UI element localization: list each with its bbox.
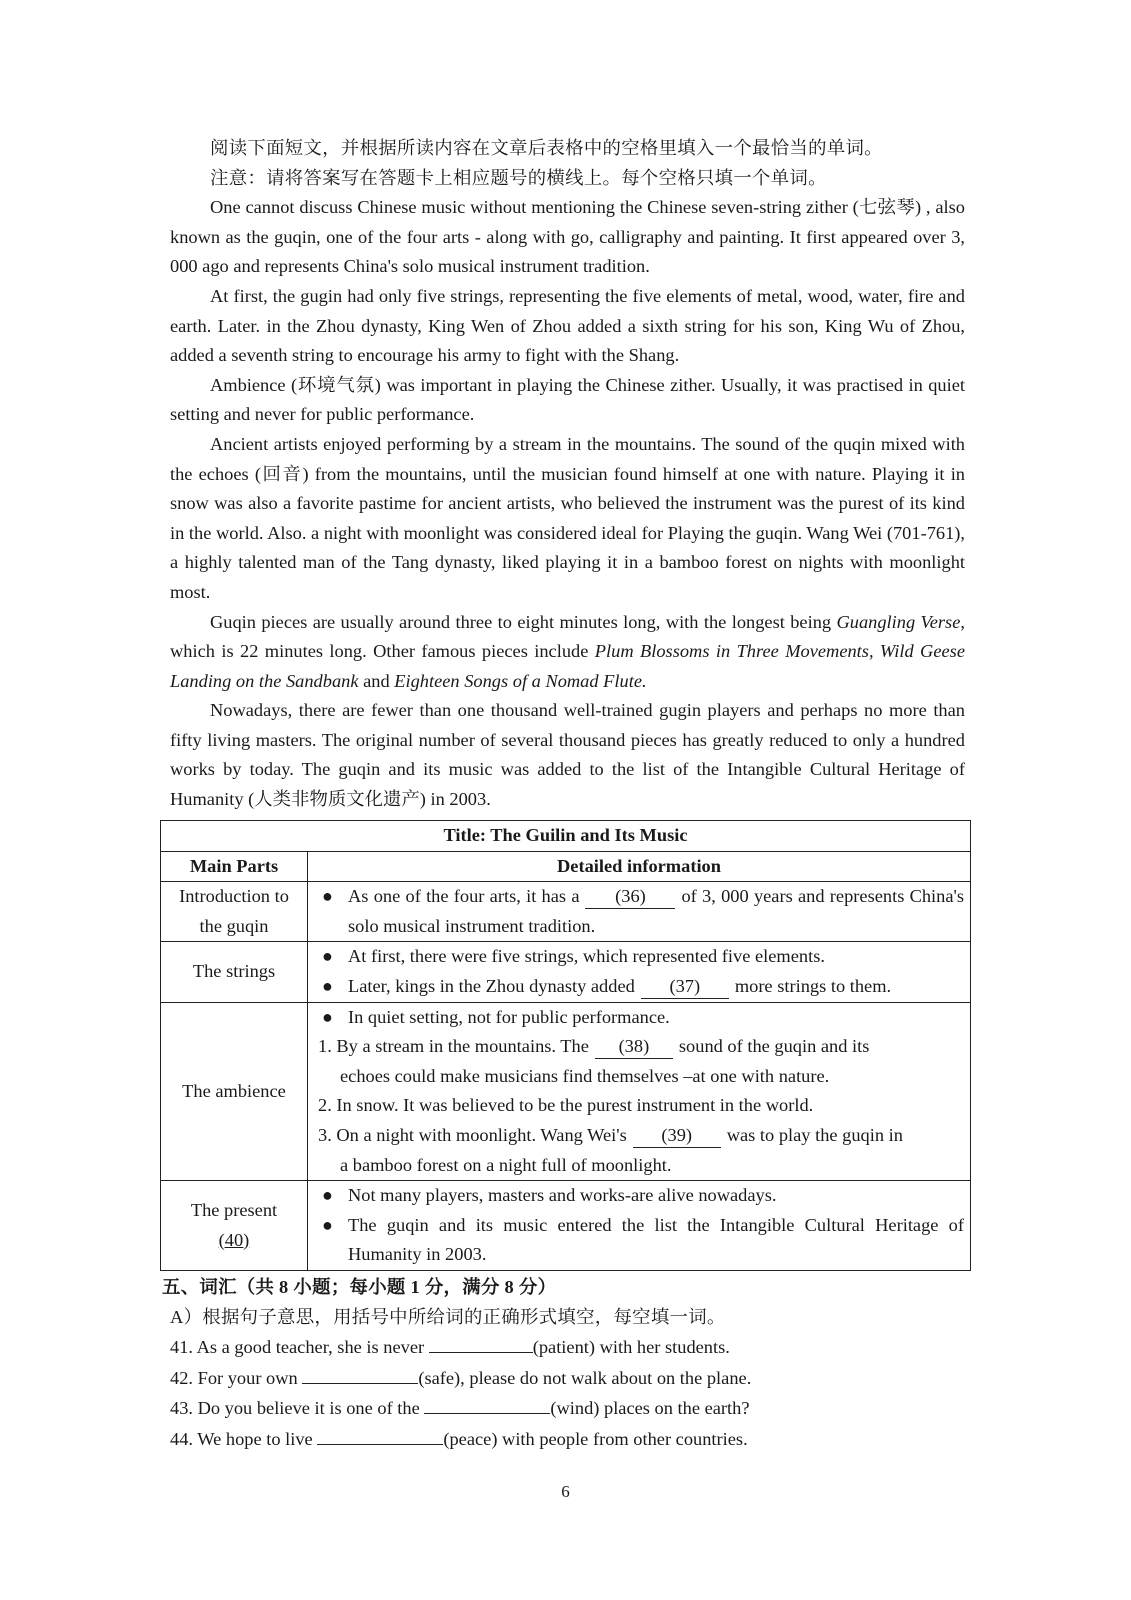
answer-line-43[interactable] <box>424 1393 550 1414</box>
vocabulary-section <box>162 1273 965 1455</box>
title-plum-blossoms: Plum Blossoms in Three Movements, Wild Geese Landing on the Sandbank <box>170 641 965 691</box>
section-heading: 五、词汇（共 8 小题；每小题 1 分，满分 8 分） <box>162 1277 557 1297</box>
question-43: 43. Do you believe it is one of the (wind) places on the earth? <box>170 1393 965 1424</box>
question-44: 44. We hope to live (peace) with people from other countries. <box>170 1424 965 1455</box>
table-title: Title: The Guilin and Its Music <box>161 821 971 852</box>
cell-part: The ambience <box>161 1002 308 1181</box>
table-row-introduction <box>161 882 971 942</box>
instruction-line-2: 注意：请将答案写在答题卡上相应题号的横线上。每个空格只填一个单词。 <box>210 167 827 188</box>
passage-paragraph-5: Guqin pieces are usually around three to eight minutes long, with the longest being Guangling Verse, which is 22 minutes long. Other famous pieces include Plum Blossoms in Three Movements, Wild Geese Landing on the Sandbank and Eighteen Songs of a Nomad Flute. <box>170 611 965 691</box>
cell-part: The strings <box>161 942 308 1002</box>
instruction-line-1: 阅读下面短文，并根据所读内容在文章后表格中的空格里填入一个最恰当的单词。 <box>210 138 883 158</box>
cell-details: ● At first, there were five strings, which represented five elements. ● Later, kings in the Zhou dynasty added (37) more strings to them. <box>308 942 971 1002</box>
table-row-strings <box>161 942 971 1002</box>
cell-part: The present (40) <box>161 1181 308 1271</box>
answer-blank-40[interactable]: (40) <box>218 1229 250 1250</box>
passage-paragraph-2: At first, the gugin had only five strings, representing the five elements of metal, wood, water, fire and earth. Later. in the Zhou dynasty, King Wen of Zhou added a sixth string for his son, King Wu of Zhou, added a seventh string to encourage his army to fight with the Shang. <box>170 285 965 366</box>
answer-blank-38[interactable]: (38) <box>595 1034 673 1059</box>
page-number: 6 <box>561 1482 570 1501</box>
passage-paragraph-3: Ambience (环境气氛) was important in playing the Chinese zither. Usually, it was practised in quiet setting and never for public performance. <box>170 374 965 425</box>
cell-details: ● In quiet setting, not for public performance. 1. By a stream in the mountains. The (38) sound of the guqin and its echoes could make musicians find themselves –at one with nature. 2. In snow. It was believed to be the purest instrument in the world. 3. On a night with moonlight. Wang Wei's (39) was to play the guqin in a bamboo forest on a night full of moonlight. <box>308 1002 971 1181</box>
summary-table <box>160 820 971 1271</box>
passage-paragraph-4: Ancient artists enjoyed performing by a stream in the mountains. The sound of the quqin mixed with the echoes (回音) from the mountains, until the musician found himself at one with nature. Playing it in snow was also a favorite pastime for ancient artists, who believed the instrument was the purest of its kind in the world. Also. a night with moonlight was considered ideal for Playing the guqin. Wang Wei (701-761), a highly talented man of the Tang dynasty, liked playing it in a bamboo forest on nights with moonlight most. <box>170 433 965 602</box>
answer-line-42[interactable] <box>302 1363 418 1384</box>
header-main-parts: Main Parts <box>161 851 308 882</box>
reading-section <box>170 134 965 815</box>
cell-part: Introduction to the guqin <box>161 882 308 942</box>
question-42: 42. For your own (safe), please do not walk about on the plane. <box>170 1363 965 1394</box>
answer-line-41[interactable] <box>429 1332 533 1353</box>
section-instruction: A）根据句子意思，用括号中所给词的正确形式填空，每空填一词。 <box>170 1306 726 1327</box>
table-row-ambience <box>161 1002 971 1181</box>
answer-blank-37[interactable]: (37) <box>641 974 729 999</box>
title-guangling-verse: Guangling Verse <box>836 611 961 632</box>
header-detailed-information: Detailed information <box>308 851 971 882</box>
question-41: 41. As a good teacher, she is never (patient) with her students. <box>170 1332 965 1363</box>
answer-blank-39[interactable]: (39) <box>633 1123 721 1148</box>
cell-details: ● As one of the four arts, it has a (36) of 3, 000 years and represents China's solo musical instrument tradition. <box>308 882 971 942</box>
cell-details: ● Not many players, masters and works-are alive nowadays. ● The guqin and its music entered the list the Intangible Cultural Heritage of Humanity in 2003. <box>308 1181 971 1271</box>
passage-paragraph-6: Nowadays, there are fewer than one thousand well-trained gugin players and perhaps no more than fifty living masters. The original number of several thousand pieces has greatly reduced to only a hundred works by today. The guqin and its music was added to the list of the Intangible Cultural Heritage of Humanity (人类非物质文化遗产) in 2003. <box>170 700 965 810</box>
passage-paragraph-1: One cannot discuss Chinese music without mentioning the Chinese seven-string zither (七弦琴) , also known as the guqin, one of the four arts - along with go, calligraphy and painting. It first appeared over 3, 000 ago and represents China's solo musical instrument tradition. <box>170 197 965 277</box>
answer-line-44[interactable] <box>317 1424 443 1445</box>
title-eighteen-songs: Eighteen Songs of a Nomad Flute. <box>394 670 647 691</box>
answer-blank-36[interactable]: (36) <box>585 884 675 909</box>
table-row-present <box>161 1181 971 1271</box>
